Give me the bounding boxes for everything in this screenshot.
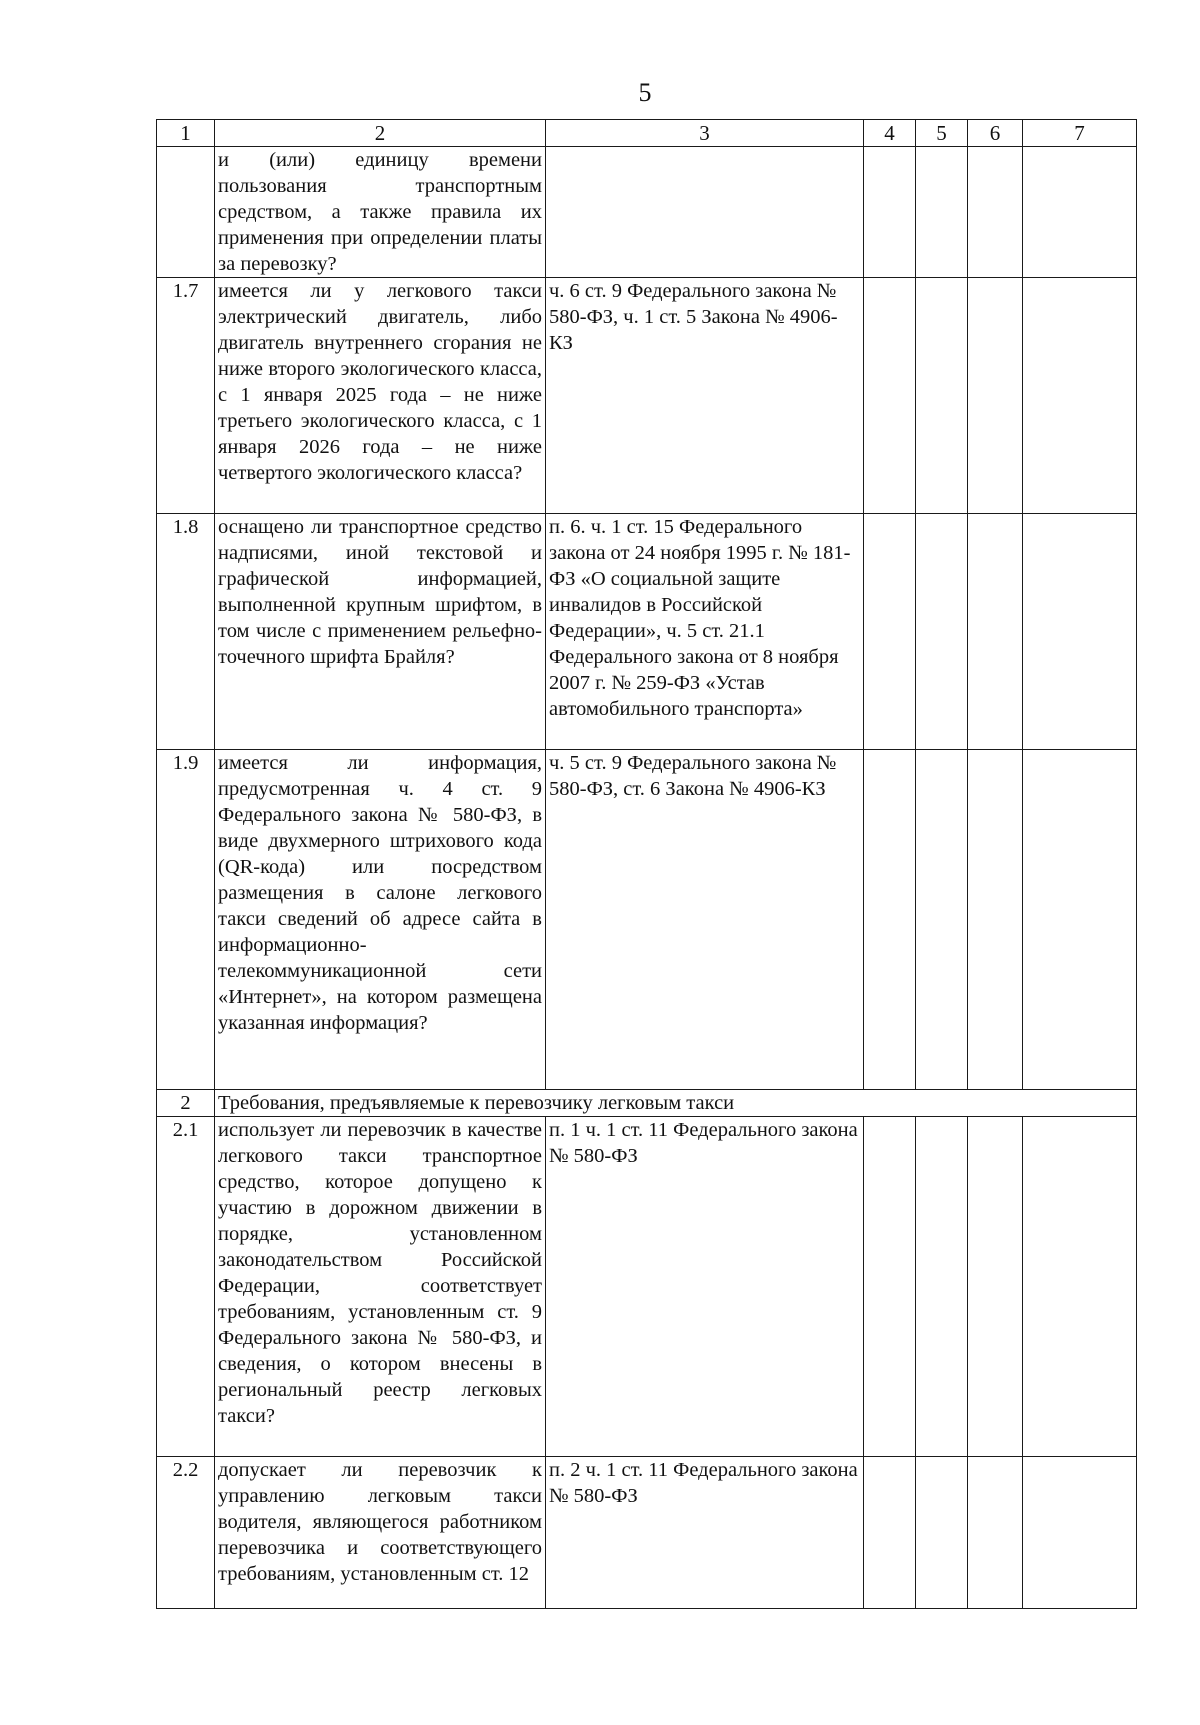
table-body (157, 147, 1137, 1609)
answer-cell-4 (864, 1117, 916, 1457)
column-header-4: 4 (864, 120, 916, 147)
table-row (157, 514, 1137, 750)
item-number: 1.9 (157, 750, 215, 1090)
legal-basis-text: п. 2 ч. 1 ст. 11 Федерального закона № 580-ФЗ (546, 1457, 864, 1609)
note-cell-7 (1023, 1117, 1137, 1457)
answer-cell-4 (864, 278, 916, 514)
answer-cell-5 (916, 514, 968, 750)
item-number: 1.8 (157, 514, 215, 750)
question-text: использует ли перевозчик в качестве легкового такси транспортное средство, которое допущено к участию в дорожном движении в порядке, установленном законодательством Российской Федерации, соответствует требованиям, установленным ст. 9 Федерального закона № 580-ФЗ, и сведения, о котором внесены в региональный реестр легковых такси? (215, 1117, 546, 1457)
note-cell-7 (1023, 1457, 1137, 1609)
answer-cell-6 (968, 278, 1023, 514)
question-text: имеется ли информация, предусмотренная ч. 4 ст. 9 Федерального закона № 580-ФЗ, в виде двухмерного штрихового кода (QR-кода) или посредством размещения в салоне легкового такси сведений об адресе сайта в информационно-телекоммуникационной сети «Интернет», на котором размещена указанная информация? (215, 750, 546, 1090)
answer-cell-5 (916, 1117, 968, 1457)
answer-cell-6 (968, 147, 1023, 278)
column-header-5: 5 (916, 120, 968, 147)
column-header-2: 2 (215, 120, 546, 147)
legal-basis-text (546, 147, 864, 278)
answer-cell-4 (864, 750, 916, 1090)
question-text: и (или) единицу времени пользования транспортным средством, а также правила их применения при определении платы за перевозку? (215, 147, 546, 278)
column-header-3: 3 (546, 120, 864, 147)
item-number: 2.2 (157, 1457, 215, 1609)
column-header-7: 7 (1023, 120, 1137, 147)
legal-basis-text: п. 6. ч. 1 ст. 15 Федерального закона от 24 ноября 1995 г. № 181-ФЗ «О социальной защите инвалидов в Российской Федерации», ч. 5 ст. 21.1 Федерального закона от 8 ноября 2007 г. № 259-ФЗ «Устав автомобильного транспорта» (546, 514, 864, 750)
answer-cell-4 (864, 147, 916, 278)
column-header-6: 6 (968, 120, 1023, 147)
question-text: имеется ли у легкового такси электрический двигатель, либо двигатель внутреннего сгорания не ниже второго экологического класса, с 1 января 2025 года – не ниже третьего экологического класса, с 1 января 2026 года – не ниже четвертого экологического класса? (215, 278, 546, 514)
note-cell-7 (1023, 750, 1137, 1090)
answer-cell-4 (864, 1457, 916, 1609)
note-cell-7 (1023, 147, 1137, 278)
answer-cell-6 (968, 1457, 1023, 1609)
table-row (157, 278, 1137, 514)
question-text: оснащено ли транспортное средство надписями, иной текстовой и графической информацией, выполненной крупным шрифтом, в том числе с применением рельефно-точечного шрифта Брайля? (215, 514, 546, 750)
answer-cell-6 (968, 750, 1023, 1090)
page-number: 5 (638, 78, 652, 107)
column-number-row (157, 120, 1137, 147)
item-number: 1.7 (157, 278, 215, 514)
table-row (157, 750, 1137, 1090)
checklist-table (156, 119, 1137, 1609)
table-row (157, 147, 1137, 278)
section-row (157, 1090, 1137, 1117)
section-title: Требования, предъявляемые к перевозчику легковым такси (215, 1090, 1137, 1117)
legal-basis-text: п. 1 ч. 1 ст. 11 Федерального закона № 580-ФЗ (546, 1117, 864, 1457)
answer-cell-6 (968, 1117, 1023, 1457)
answer-cell-4 (864, 514, 916, 750)
table-row (157, 1117, 1137, 1457)
note-cell-7 (1023, 278, 1137, 514)
section-number: 2 (157, 1090, 215, 1117)
question-text: допускает ли перевозчик к управлению легковым такси водителя, являющегося работником перевозчика и соответствующего требованиям, установленным ст. 12 (215, 1457, 546, 1609)
table-row (157, 1457, 1137, 1609)
answer-cell-5 (916, 1457, 968, 1609)
answer-cell-5 (916, 278, 968, 514)
legal-basis-text: ч. 6 ст. 9 Федерального закона № 580-ФЗ, ч. 1 ст. 5 Закона № 4906-КЗ (546, 278, 864, 514)
note-cell-7 (1023, 514, 1137, 750)
column-header-1: 1 (157, 120, 215, 147)
answer-cell-5 (916, 147, 968, 278)
legal-basis-text: ч. 5 ст. 9 Федерального закона № 580-ФЗ, ст. 6 Закона № 4906-КЗ (546, 750, 864, 1090)
item-number (157, 147, 215, 278)
answer-cell-6 (968, 514, 1023, 750)
answer-cell-5 (916, 750, 968, 1090)
item-number: 2.1 (157, 1117, 215, 1457)
